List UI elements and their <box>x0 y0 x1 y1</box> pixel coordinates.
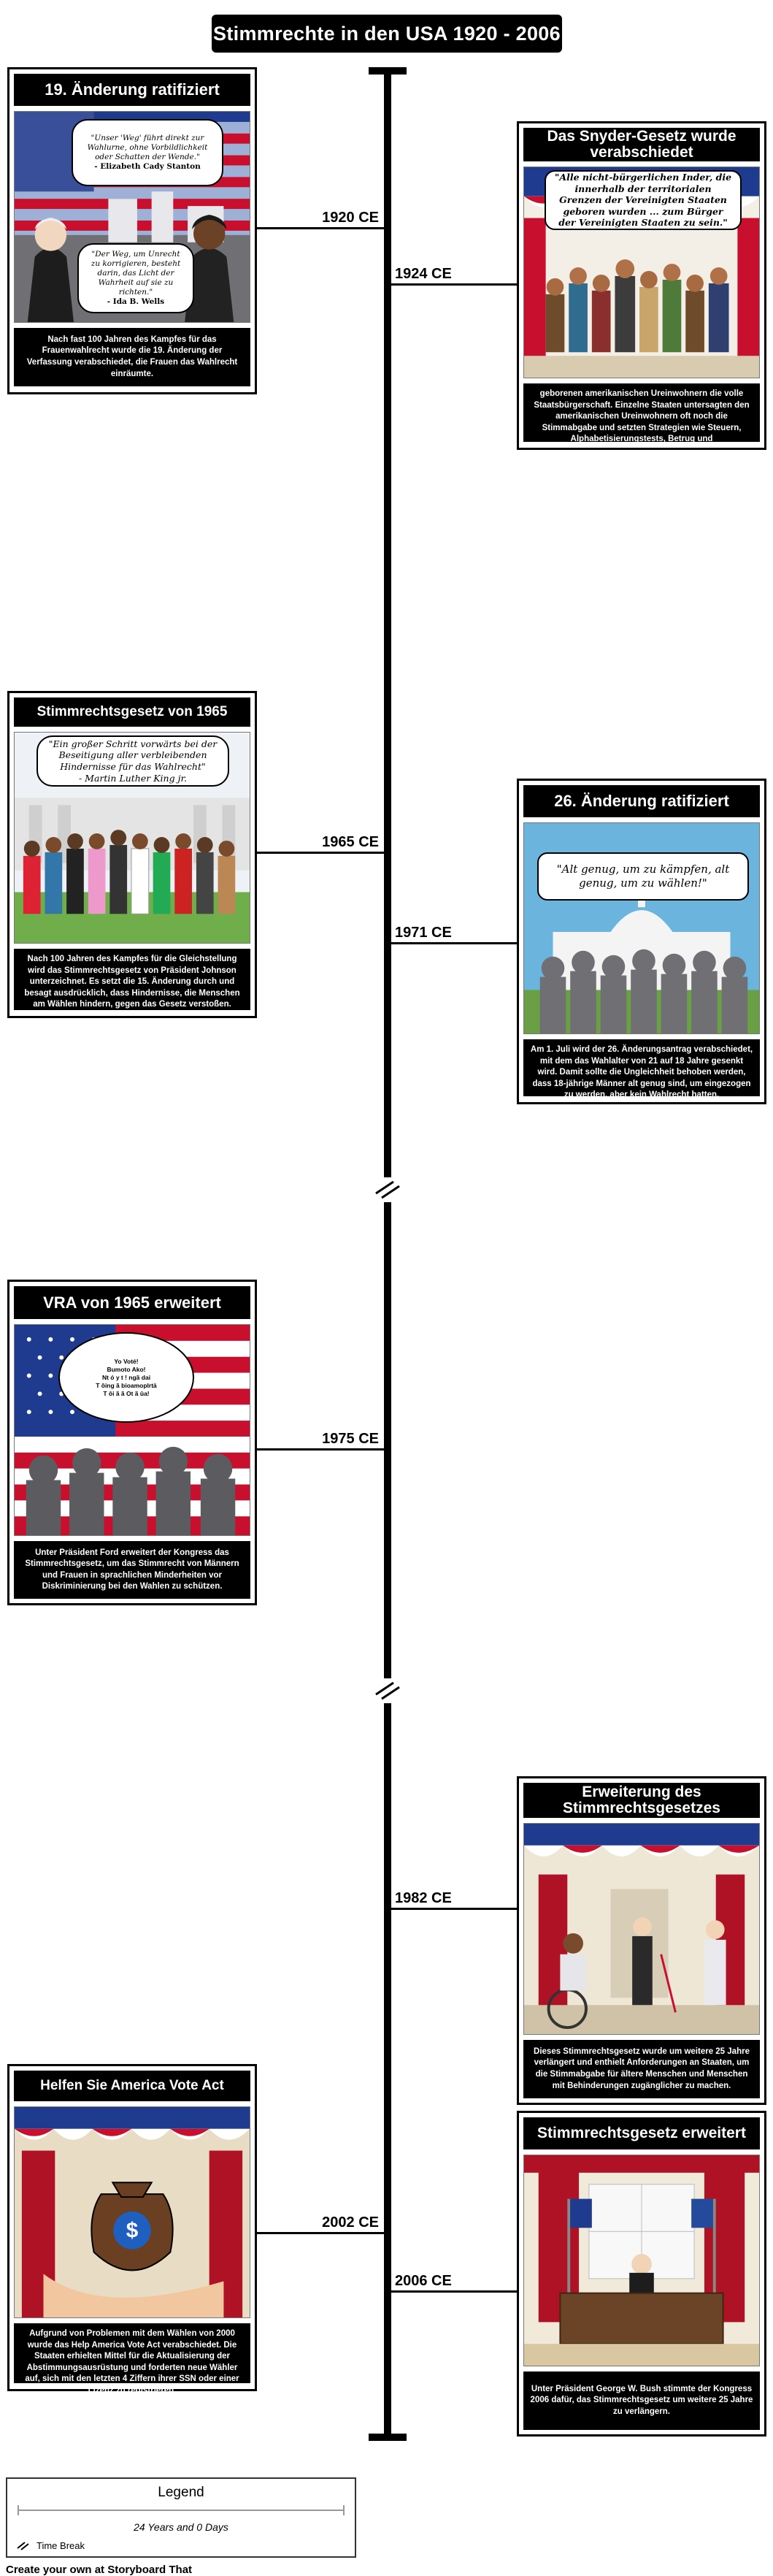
connector-1982 <box>391 1908 517 1910</box>
event-illustration <box>523 2155 760 2366</box>
event-illustration <box>14 111 250 323</box>
time-break-icon <box>372 1678 404 1703</box>
event-card-1965 <box>7 691 257 1018</box>
event-illustration <box>14 2106 250 2318</box>
connector-1971 <box>391 942 517 944</box>
legend-span: 24 Years and 0 Days <box>134 2521 228 2533</box>
event-description: Aufgrund von Problemen mit dem Wählen von 2000 wurde das Help America Vote Act verabschiedet. Die Staaten erhielten Mittel für die Aktualisierung der Abstimmungsausrüstung und forderten neue Wähler auf, sich mit den letzten 4 Ziffern ihrer SSN oder einer Lizenz zu registrieren. <box>14 2323 250 2383</box>
quote-line: T ôi ã ã Ot ã ûa! <box>103 1389 150 1397</box>
legend <box>6 2477 356 2558</box>
footer-link[interactable]: Create your own at Storyboard That <box>6 2564 193 2576</box>
event-description: Unter Präsident George W. Bush stimmte der Kongress 2006 dafür, das Stimmrechtsgesetz um weitere 25 Jahre zu verlängern. <box>523 2371 760 2430</box>
event-title: Stimmrechtsgesetz von 1965 <box>14 697 250 727</box>
event-title: VRA von 1965 erweitert <box>14 1286 250 1319</box>
quote-text: "Ein großer Schritt vorwärts bei der Beseitigung aller verbleibenden Hindernisse für das Wahlrecht" <box>48 738 218 772</box>
speech-bubble <box>537 852 749 901</box>
quote-author: - Martin Luther King jr. <box>78 772 188 784</box>
speech-bubble <box>77 243 194 313</box>
date-label: 1924 CE <box>395 266 452 282</box>
legend-title: Legend <box>158 2485 204 2500</box>
quote-line: T ôing ã bioamoplrtä <box>96 1381 157 1389</box>
connector-1975 <box>257 1448 384 1451</box>
event-description: Dieses Stimmrechtsgesetz wurde um weitere 25 Jahre verlängert und enthielt Anforderungen an Staaten, um die Stimmabgabe für ältere Menschen und Menschen mit Behinderungen zugänglicher zu machen. <box>523 2040 760 2098</box>
event-card-1975 <box>7 1280 257 1605</box>
time-break-icon <box>16 2541 31 2551</box>
axis-cap-bottom <box>369 2434 407 2441</box>
date-label: 1975 CE <box>322 1431 379 1447</box>
speech-bubble <box>72 119 223 186</box>
event-card-1971 <box>517 779 766 1104</box>
connector-1924 <box>391 283 517 286</box>
date-label: 2006 CE <box>395 2273 452 2289</box>
page-title: Stimmrechte in den USA 1920 - 2006 <box>212 15 562 53</box>
quote-text: "Der Weg, um Unrecht zu korrigieren, besteht darin, das Licht der Wahrheit auf sie zu richten." <box>91 249 181 297</box>
svg-text:$: $ <box>126 2218 139 2243</box>
quote-line: Nt ó y t ! ngã dai <box>101 1373 151 1381</box>
quote-line: Bumoto Ako! <box>107 1365 146 1373</box>
quote-author: - Elizabeth Cady Stanton <box>94 162 201 172</box>
legend-scale-rule <box>18 2510 345 2511</box>
event-illustration <box>523 822 760 1034</box>
event-title: Stimmrechtsgesetz erweitert <box>523 2117 760 2149</box>
connector-2002 <box>257 2232 384 2234</box>
date-label: 1971 CE <box>395 925 452 941</box>
event-title: 26. Änderung ratifiziert <box>523 785 760 817</box>
speech-bubble <box>545 170 742 230</box>
event-illustration <box>523 167 760 378</box>
date-label: 2002 CE <box>322 2214 379 2231</box>
quote-author: - Ida B. Wells <box>107 297 165 307</box>
time-break-icon <box>372 1177 404 1202</box>
event-title: Helfen Sie America Vote Act <box>14 2071 250 2101</box>
event-title: Das Snyder-Gesetz wurde verabschiedet <box>523 128 760 161</box>
event-title: 19. Änderung ratifiziert <box>14 74 250 106</box>
quote-text: "Unser 'Weg' führt direkt zur Wahlurne, ohne Vorbildlichkeit oder Schatten der Wende." <box>87 133 208 161</box>
quote-text: "Alt genug, um zu kämpfen, alt genug, um zu wählen!" <box>556 863 730 890</box>
speech-bubble <box>36 735 229 787</box>
event-card-2006 <box>517 2111 766 2437</box>
date-label: 1965 CE <box>322 834 379 850</box>
event-description: Unter Präsident Ford erweitert der Kongress das Stimmrechtsgesetz, um das Stimmrecht von Männern und Frauen in sprachlichen Minderheiten vor Diskriminierung bei den Wahlen zu schützen. <box>14 1541 250 1599</box>
date-label: 1920 CE <box>322 210 379 226</box>
timeline-axis <box>384 69 391 2437</box>
event-description: geborenen amerikanischen Ureinwohnern die volle Staatsbürgerschaft. Einzelne Staaten untersagten den amerikanischen Ureinwohnern oft noch die Stimmabgabe und setzten Strategien wie Steuern, Alphabetisierungstests, Betrug und <box>523 383 760 442</box>
connector-1920 <box>257 227 384 229</box>
date-label: 1982 CE <box>395 1890 452 1906</box>
event-description: Nach 100 Jahren des Kampfes für die Gleichstellung wird das Stimmrechtsgesetz von Präsident Johnson unterzeichnet. Es setzt die 15. Änderung durch und besagt ausdrücklich, dass Hindernisse, die Menschen am Wählen hindern, gegen das Gesetz verstoßen. <box>14 949 250 1010</box>
event-description: Am 1. Juli wird der 26. Änderungsantrag verabschiedet, mit dem das Wahlalter von 21 auf 18 Jahre gesenkt wird. Damit sollte die Ungleichheit behoben werden, dass 18-jährige Männer alt genug sind, um eingezogen zu werden, aber kein Wahlrecht hatten. <box>523 1039 760 1096</box>
legend-time-break <box>16 2540 85 2551</box>
event-card-1982 <box>517 1776 766 2105</box>
legend-time-break-label: Time Break <box>36 2540 85 2551</box>
event-description: Nach fast 100 Jahren des Kampfes für das Frauenwahlrecht wurde die 19. Änderung der Verfassung verabschiedet, die Frauen das Wahlrecht einräumte. <box>14 328 250 386</box>
event-card-1924 <box>517 121 766 450</box>
event-illustration <box>14 732 250 944</box>
quote-text: "Alle nicht-bürgerlichen Inder, die innerhalb der territorialen Grenzen der Vereinigten Staaten geboren wurden ... zum Bürger der Vereinigten Staaten zu sein." <box>554 171 732 229</box>
event-illustration <box>14 1324 250 1536</box>
connector-2006 <box>391 2290 517 2293</box>
event-title: Erweiterung des Stimmrechtsgesetzes <box>523 1783 760 1818</box>
speech-bubble <box>58 1332 194 1423</box>
event-illustration <box>523 1823 760 2035</box>
quote-line: Yo Voté! <box>114 1357 139 1365</box>
event-card-1920 <box>7 67 257 394</box>
event-card-2002 <box>7 2064 257 2395</box>
connector-1965 <box>257 852 384 854</box>
